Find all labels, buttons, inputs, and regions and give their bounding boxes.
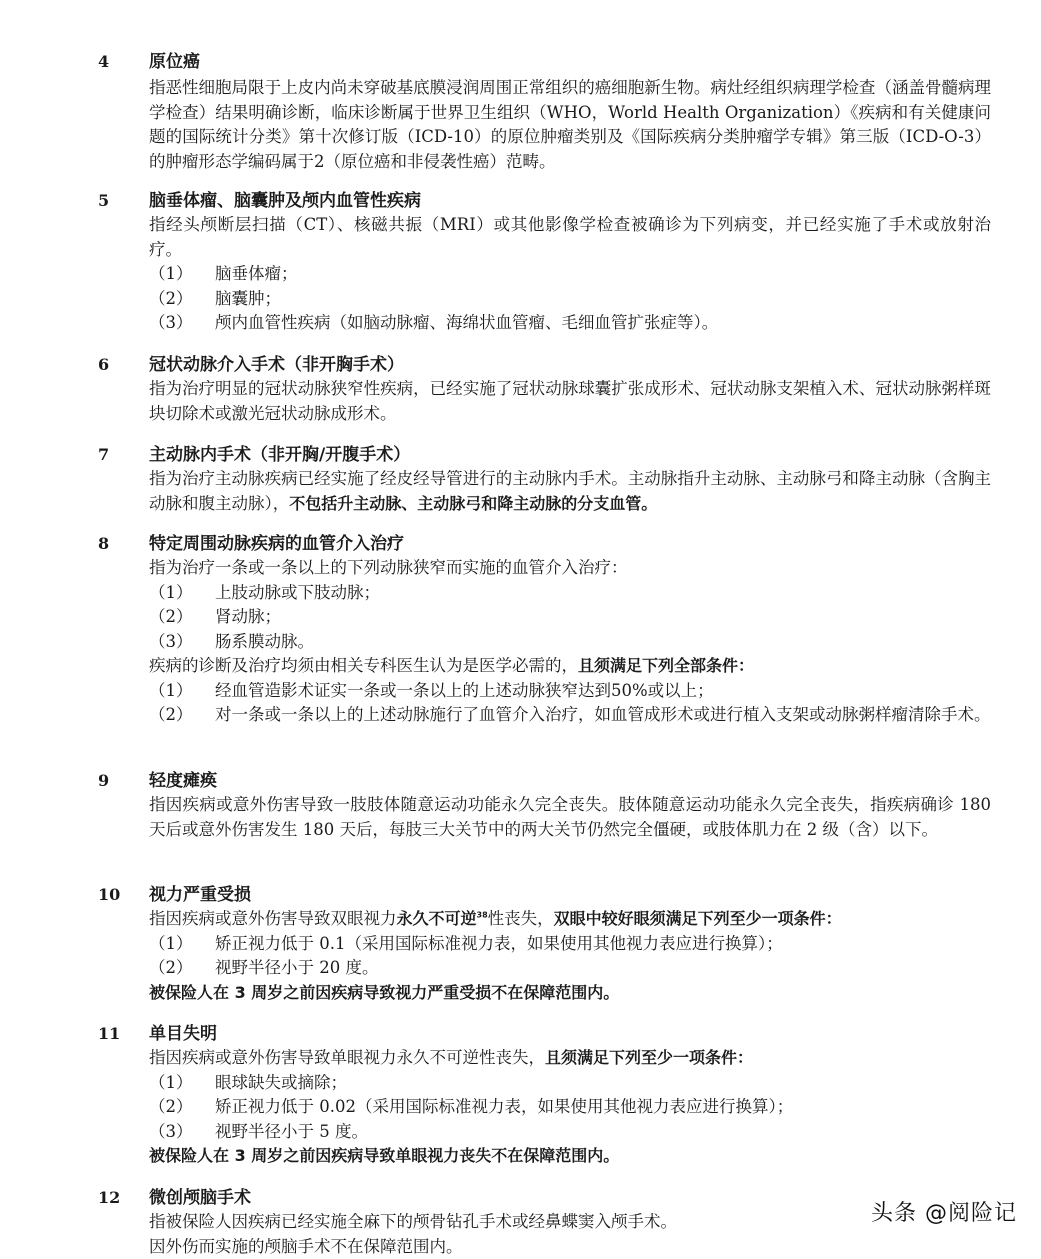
paragraph bbox=[149, 1046, 991, 1071]
list-item bbox=[149, 703, 991, 728]
list-text: 经血管造影术证实一条或一条以上的上述动脉狭窄达到50%或以上； bbox=[215, 679, 991, 704]
section-title: 特定周围动脉疾病的血管介入治疗 bbox=[149, 532, 404, 556]
section-title: 冠状动脉介入手术（非开胸手术） bbox=[149, 353, 404, 377]
list-text: 视野半径小于 5 度。 bbox=[215, 1120, 991, 1145]
list-marker: （2） bbox=[149, 1095, 215, 1120]
list-marker: （1） bbox=[149, 1071, 215, 1096]
list-marker: （3） bbox=[149, 630, 215, 655]
paragraph bbox=[149, 907, 991, 932]
list-text: 眼球缺失或摘除； bbox=[215, 1071, 991, 1096]
list-text: 颅内血管性疾病（如脑动脉瘤、海绵状血管瘤、毛细血管扩张症等）。 bbox=[215, 311, 991, 336]
list-item bbox=[149, 1120, 991, 1145]
list-text: 上肢动脉或下肢动脉； bbox=[215, 581, 991, 606]
list-item bbox=[149, 605, 991, 630]
exclusion-note: 被保险人在 3 周岁之前因疾病导致视力严重受损不在保障范围内。 bbox=[149, 981, 991, 1006]
list-marker: （1） bbox=[149, 932, 215, 957]
paragraph: 指恶性细胞局限于上皮内尚未穿破基底膜浸润周围正常组织的癌细胞新生物。病灶经组织病理学检查（涵盖骨髓病理学检查）结果明确诊断，临床诊断属于世界卫生组织（WHO，World Health Organization）《疾病和有关健康问题的国际统计分类》第十次修订版（ICD-10）的原位肿瘤类别及《国际疾病分类肿瘤学专辑》第三版（ICD-O-3）的肿瘤形态学编码属于2（原位癌和非侵袭性癌）范畴。 bbox=[149, 76, 991, 174]
list-item bbox=[149, 311, 991, 336]
section-body bbox=[149, 377, 991, 426]
section-title: 单目失明 bbox=[149, 1022, 217, 1046]
list-text: 对一条或一条以上的上述动脉施行了血管介入治疗，如血管成形术或进行植入支架或动脉粥样瘤清除手术。 bbox=[215, 703, 991, 728]
paragraph-text: 指因疾病或意外伤害导致单眼视力永久不可逆性丧失， bbox=[149, 1048, 545, 1067]
list-text: 脑囊肿； bbox=[215, 287, 991, 312]
list-marker: （3） bbox=[149, 1120, 215, 1145]
paragraph-bold-text: 永久不可逆 bbox=[397, 909, 477, 928]
paragraph: 指经头颅断层扫描（CT）、核磁共振（MRI）或其他影像学检查被确诊为下列病变，并已经实施了手术或放射治疗。 bbox=[149, 213, 991, 262]
paragraph-text: 性丧失， bbox=[488, 909, 554, 928]
section-number: 6 bbox=[98, 353, 109, 377]
list-marker: （2） bbox=[149, 703, 215, 728]
section-body bbox=[149, 907, 991, 1005]
section-body bbox=[149, 467, 991, 516]
paragraph-bold-text: 且须满足下列全部条件： bbox=[578, 656, 754, 675]
list-text: 脑垂体瘤； bbox=[215, 262, 991, 287]
footnote-marker: 38 bbox=[477, 911, 488, 920]
list-item bbox=[149, 956, 991, 981]
section-title: 轻度瘫痪 bbox=[149, 769, 217, 793]
paragraph: 指因疾病或意外伤害导致一肢肢体随意运动功能永久完全丧失。肢体随意运动功能永久完全丧失，指疾病确诊 180 天后或意外伤害发生 180 天后，每肢三大关节中的两大关节仍然完全僵硬，或肢体肌力在 2 级（含）以下。 bbox=[149, 793, 991, 842]
list-item bbox=[149, 287, 991, 312]
section-body bbox=[149, 556, 991, 728]
paragraph: 指为治疗一条或一条以上的下列动脉狭窄而实施的血管介入治疗： bbox=[149, 556, 991, 581]
section-number: 11 bbox=[98, 1022, 120, 1046]
list-text: 肾动脉； bbox=[215, 605, 991, 630]
section-number: 12 bbox=[98, 1186, 120, 1210]
paragraph-text: 疾病的诊断及治疗均须由相关专科医生认为是医学必需的， bbox=[149, 656, 578, 675]
exclusion-note: 因外伤而实施的颅脑手术不在保障范围内。 bbox=[149, 1235, 991, 1259]
watermark: 头条 @阅险记 bbox=[871, 1196, 1017, 1227]
list-marker: （1） bbox=[149, 581, 215, 606]
paragraph bbox=[149, 654, 991, 679]
list-item bbox=[149, 630, 991, 655]
section-title: 微创颅脑手术 bbox=[149, 1186, 251, 1210]
section-title: 原位癌 bbox=[149, 50, 200, 74]
section-number: 8 bbox=[98, 532, 109, 556]
list-marker: （2） bbox=[149, 287, 215, 312]
section-title: 视力严重受损 bbox=[149, 883, 251, 907]
section-title: 主动脉内手术（非开胸/开腹手术） bbox=[149, 443, 410, 467]
list-item bbox=[149, 262, 991, 287]
paragraph-bold-text: 且须满足下列至少一项条件： bbox=[545, 1048, 753, 1067]
list-marker: （1） bbox=[149, 262, 215, 287]
paragraph: 指被保险人因疾病已经实施全麻下的颅骨钻孔手术或经鼻蝶窦入颅手术。 bbox=[149, 1210, 991, 1235]
list-text: 矫正视力低于 0.1（采用国际标准视力表，如果使用其他视力表应进行换算）； bbox=[215, 932, 991, 957]
section-number: 9 bbox=[98, 769, 109, 793]
list-item bbox=[149, 1071, 991, 1096]
paragraph-bold-text: 不包括升主动脉、主动脉弓和降主动脉的分支血管。 bbox=[289, 494, 657, 513]
section-title: 脑垂体瘤、脑囊肿及颅内血管性疾病 bbox=[149, 189, 421, 213]
list-item bbox=[149, 932, 991, 957]
section-number: 10 bbox=[98, 883, 120, 907]
list-marker: （2） bbox=[149, 605, 215, 630]
section-body bbox=[149, 213, 991, 336]
list-text: 矫正视力低于 0.02（采用国际标准视力表，如果使用其他视力表应进行换算）； bbox=[215, 1095, 991, 1120]
paragraph-text: 指为治疗主动脉疾病已经实施了经皮经导管进行的主动脉内手术。主动脉指升主动脉、主动脉弓和降主动脉（含胸主动脉和腹主动脉）， bbox=[149, 469, 991, 513]
paragraph bbox=[149, 467, 991, 516]
section-body bbox=[149, 1046, 991, 1169]
section-number: 4 bbox=[98, 50, 109, 74]
section-body bbox=[149, 793, 991, 842]
section-body bbox=[149, 76, 991, 174]
paragraph: 指为治疗明显的冠状动脉狭窄性疾病，已经实施了冠状动脉球囊扩张成形术、冠状动脉支架植入术、冠状动脉粥样斑块切除术或激光冠状动脉成形术。 bbox=[149, 377, 991, 426]
list-marker: （2） bbox=[149, 956, 215, 981]
section-number: 5 bbox=[98, 189, 109, 213]
exclusion-note: 被保险人在 3 周岁之前因疾病导致单眼视力丧失不在保障范围内。 bbox=[149, 1144, 991, 1169]
list-item bbox=[149, 581, 991, 606]
list-text: 视野半径小于 20 度。 bbox=[215, 956, 991, 981]
list-item bbox=[149, 679, 991, 704]
list-item bbox=[149, 1095, 991, 1120]
section-number: 7 bbox=[98, 443, 109, 467]
paragraph-text: 指因疾病或意外伤害导致双眼视力 bbox=[149, 909, 397, 928]
list-marker: （3） bbox=[149, 311, 215, 336]
paragraph-bold-text: 双眼中较好眼须满足下列至少一项条件： bbox=[554, 909, 842, 928]
list-marker: （1） bbox=[149, 679, 215, 704]
list-text: 肠系膜动脉。 bbox=[215, 630, 991, 655]
